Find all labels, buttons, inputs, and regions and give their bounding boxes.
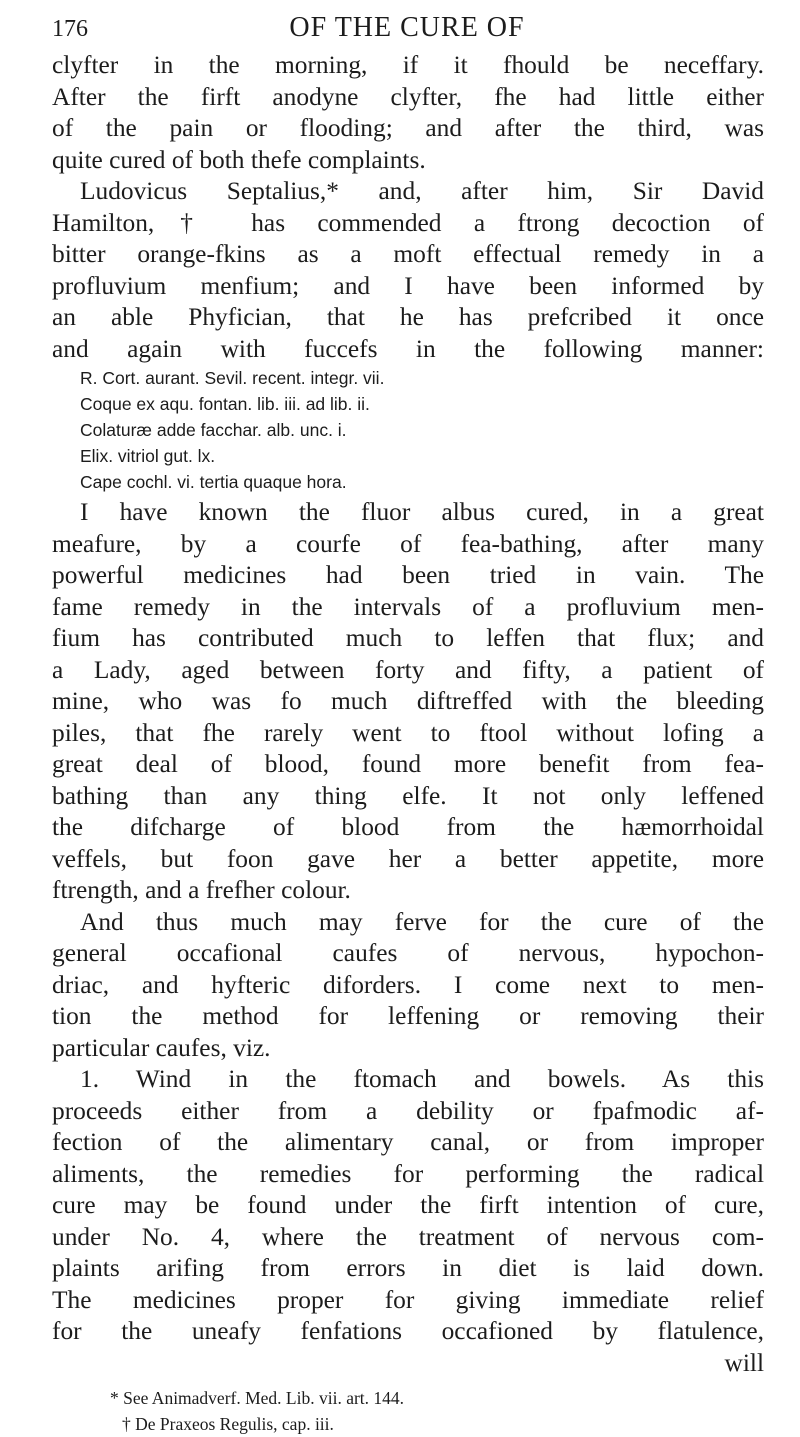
prescription-line: Cape cochl. vi. tertia quaque hora. — [80, 472, 347, 492]
text-line: fection of the alimentary canal, or from improper — [52, 1128, 764, 1156]
text-line: profluvium menfium; and I have been informed by — [52, 271, 764, 300]
running-title: OF THE CURE OF — [289, 12, 525, 43]
text-line: mine, who was fo much diftreffed with the bleeding — [52, 687, 764, 715]
text-line: veffels, but foon gave her a better appetite, more — [52, 844, 764, 873]
text-line: for the uneafy fenfations occafioned by flatulence, — [52, 1317, 764, 1345]
footnote: † De Praxeos Regulis, cap. iii. — [122, 1414, 334, 1434]
text-line: clyfter in the morning, if it fhould be neceffary. — [52, 51, 764, 79]
text-line: 1. Wind in the ftomach and bowels. As this — [80, 1065, 764, 1093]
text-line: bitter orange-fkins as a moft effectual remedy in a — [52, 240, 764, 268]
text-line: Ludovicus Septalius,* and, after him, Sir David — [80, 177, 764, 205]
footnote: * See Animadverf. Med. Lib. vii. art. 144. — [110, 1388, 405, 1408]
text-line: plaints arifing from errors in diet is laid down. — [52, 1254, 764, 1282]
page-body — [52, 50, 764, 1437]
text-line: cure may be found under the firft intention of cure, — [52, 1191, 764, 1219]
text-line: a Lady, aged between forty and fifty, a patient of — [52, 655, 764, 684]
text-line: tion the method for leffening or removing their — [52, 1002, 764, 1030]
text-line: ftrength, and a frefher colour. — [52, 876, 351, 904]
text-line: great deal of blood, found more benefit from fea- — [52, 750, 764, 778]
text-line: quite cured of both thefe complaints. — [52, 145, 426, 174]
text-line: an able Phyfician, that he has prefcribed it once — [52, 303, 764, 331]
prescription-line: Colaturæ adde facchar. alb. unc. i. — [80, 420, 347, 440]
text-line: under No. 4, where the treatment of nervous com- — [52, 1222, 764, 1251]
prescription-line: Coque ex aqu. fontan. lib. iii. ad lib. ii. — [80, 394, 370, 414]
text-line: After the firft anodyne clyfter, fhe had little either — [52, 82, 764, 111]
text-line: Hamilton,† has commended a ftrong decoction of — [52, 208, 764, 237]
prescription-line: Elix. vitriol gut. lx. — [80, 446, 216, 466]
text-line: the difcharge of blood from the hæmorrhoidal — [52, 813, 764, 841]
catchword: will — [724, 1348, 764, 1377]
text-line: and again with fuccefs in the following manner: — [52, 334, 764, 363]
text-line: of the pain or flooding; and after the third, was — [52, 114, 764, 142]
prescription — [52, 365, 764, 495]
page-header — [52, 8, 762, 48]
text-line: bathing than any thing elfe. It not only leffened — [52, 781, 764, 810]
text-line: The medicines proper for giving immediate relief — [52, 1285, 764, 1314]
text-line: fium has contributed much to leffen that flux; and — [52, 624, 764, 652]
text-line: piles, that fhe rarely went to ftool without lofing a — [52, 718, 764, 747]
prescription-line: R. Cort. aurant. Sevil. recent. integr. vii. — [80, 368, 385, 388]
text-line: aliments, the remedies for performing the radical — [52, 1159, 764, 1188]
text-line: meafure, by a courfe of fea-bathing, after many — [52, 529, 764, 558]
text-line: driac, and hyfteric diforders. I come next to men- — [52, 970, 764, 999]
page-number: 176 — [52, 16, 88, 42]
text-line: proceeds either from a debility or fpafmodic af- — [52, 1096, 764, 1125]
text-line: I have known the fluor albus cured, in a great — [80, 498, 764, 526]
footnotes — [52, 1385, 764, 1437]
text-line: general occafional caufes of nervous, hypochon- — [52, 939, 764, 967]
text-line: fame remedy in the intervals of a profluvium men- — [52, 592, 764, 621]
text-line: And thus much may ferve for the cure of the — [80, 907, 764, 936]
text-line: powerful medicines had been tried in vain. The — [52, 561, 764, 589]
text-line: particular caufes, viz. — [52, 1033, 271, 1062]
